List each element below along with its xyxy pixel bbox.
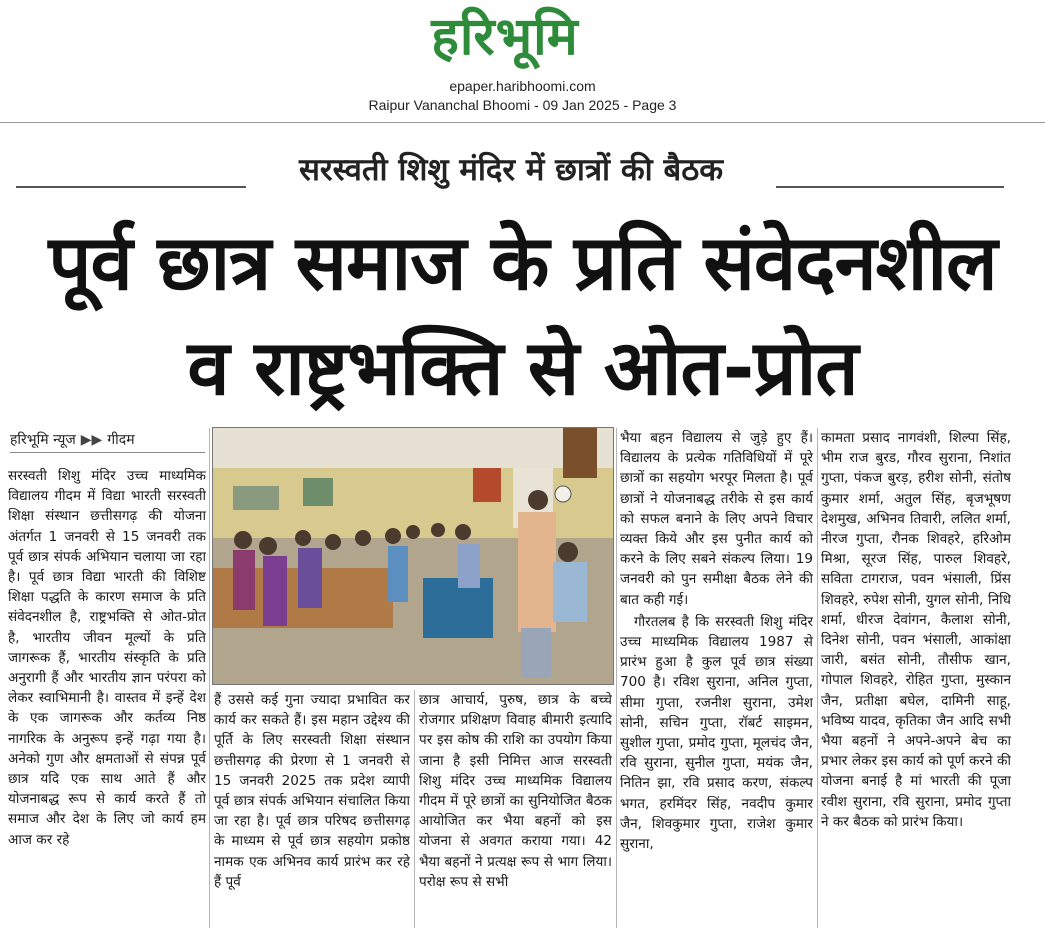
article-photo	[212, 427, 614, 685]
column-divider	[414, 690, 415, 928]
kicker-rule-right	[776, 186, 1004, 188]
column-divider	[817, 428, 818, 928]
classroom-meeting-image	[213, 428, 613, 684]
paragraph: सरस्वती शिशु मंदिर उच्च माध्यमिक विद्यालय गीदम में विद्या भारती सरस्वती शिक्षा संस्थान छत्तीसगढ़ की योजना अंतर्गत 1 जनवरी से 15 जनवरी तक पूर्व छात्र संपर्क अभियान चलाया जा रहा है। पूर्व छात्र विद्या भारती की विशिष्ट शिक्षा पद्धति के कारण समाज के प्रति संवेदनशील है, राष्ट्रभक्ति से ओत-प्रोत है, भारतीय जीवन मूल्यों के प्रति जागरूक हैं, भारतीय संस्कृति के प्रति अनुरागी हैं और भारतीय ज्ञान परंपरा को लेकर स्वाभिमानी है। वास्तव में इन्हें देश के एक जागरूक और कर्तव्य निष्ठ नागरिक के अनुरूप इन्हें गढ़ा गया है। अनेको गुण और क्षमताओं से संपन्न पूर्व छात्र यदि एक साथ आते हैं और योजनाबद्ध रूप से कार्य करते हैं तो समाज और देश के लिए जो कार्य हम आज कर रहे	[8, 468, 206, 848]
byline	[10, 428, 205, 453]
edition-line: Raipur Vananchal Bhoomi - 09 Jan 2025 - Page 3	[368, 97, 677, 113]
byline-source: हरिभूमि न्यूज	[10, 432, 76, 448]
headline-line-2: व राष्ट्रभक्ति से ओत-प्रोत	[187, 323, 858, 412]
column-divider	[209, 428, 210, 928]
article-kicker: सरस्वती शिशु मंदिर में छात्रों की बैठक	[298, 152, 724, 188]
byline-arrow-icon: ▶▶	[80, 432, 103, 448]
epaper-url: epaper.haribhoomi.com	[449, 78, 596, 94]
paragraph: छात्र आचार्य, पुरुष, छात्र के बच्चे रोजगार प्रशिक्षण विवाह बीमारी इत्यादि पर इस कोष की राशि का उपयोग किया जाना है इसी निमित्त आज सरस्वती शिशु मंदिर उच्च माध्यमिक विद्यालय गीदम में पूरे छात्रों का सुनियोजित बैठक आयोजित कर भैया बहनों को इस योजना से अवगत कराया गया। 42 भैया बहनों ने प्रत्यक्ष रूप से भाग लिया। परोक्ष रूप से सभी	[419, 692, 612, 890]
article-column-3	[419, 690, 612, 930]
paragraph: हैं उससे कई गुना ज्यादा प्रभावित कर कार्य कर सकते हैं। इस महान उद्देश्य की पूर्ति के लिए सरस्वती शिक्षा संस्थान छत्तीसगढ़ की प्रेरणा से 1 जनवरी से 15 जनवरी 2025 तक प्रदेश व्यापी पूर्व छात्र संपर्क अभियान संचालित किया जा रहा है। पूर्व छात्र परिषद छत्तीसगढ़ के माध्यम से पूर्व छात्र सहयोग प्रकोष्ठ नामक एक अभिनव कार्य प्रारंभ कर रहे हैं पूर्व	[214, 692, 410, 890]
paragraph: भैया बहन विद्यालय से जुड़े हुए हैं। विद्यालय के प्रत्येक गतिविधियों में पूरे छात्रों का सहयोग भरपूर मिलता है। पूर्व छात्रों ने योजनाबद्ध तरीके से इस कार्य को सफल बनाने के लिए अपने विचार व्यक्त किये और इस पुनीत कार्य को करने के लिए सबने संकल्प लिया। 19 जनवरी को पुन समीक्षा बैठक लेने की बात कही गई।	[620, 430, 813, 608]
byline-place: गीदम	[107, 432, 135, 448]
paragraph: गौरतलब है कि सरस्वती शिशु मंदिर उच्च माध्यमिक विद्यालय 1987 से प्रारंभ हुआ है कुल पूर्व छात्र संख्या 700 है। रविश सुराना, अनिल गुप्ता, सीमा गुप्ता, रजनीश सुराना, उमेश सोनी, सचिन गुप्ता, रॉबर्ट साइमन, सुशील गुप्ता, प्रमोद गुप्ता, मूलचंद जैन, रवि सुराना, सुनील गुप्ता, मयंक जैन, नितिन झा, रवि प्रसाद करण, संकल्प भगत, हरमिंदर सिंह, नवदीप कुमार जैन, शिवकुमार गुप्ता, राजेश कुमार सुराना,	[620, 613, 813, 853]
masthead-divider	[0, 122, 1045, 123]
masthead	[0, 0, 1045, 118]
kicker-rule-left	[16, 186, 246, 188]
article-column-5	[821, 428, 1011, 928]
column-divider	[616, 428, 617, 928]
article-column-2	[214, 690, 410, 930]
haribhoomi-logo: हरिभूमि	[431, 7, 579, 67]
headline-line-1: पूर्व छात्र समाज के प्रति संवेदनशील	[48, 218, 997, 307]
paragraph: कामता प्रसाद नागवंशी, शिल्पा सिंह, भीम राज बुरड, गौरव सुराना, निशांत गुप्ता, पंकज बुरड़, हरीश सोनी, संतोष कुमार शर्मा, अतुल सिंह, बृजभूषण देशमुख, अभिनव तिवारी, ललित शर्मा, नीरज गुप्ता, रौनक शिवहरे, हरिओम मिश्रा, सूरज सिंह, पारुल शिवहरे, सविता टागराज, पवन भंसाली, प्रिंस शिवहरे, रुपेश सोनी, युगल सोनी, निधि शर्मा, धीरज देवांगन, कैलाश सोनी, दिनेश सोनी, पवन भंसाली, आकांक्षा जारी, बसंत सोनी, तौसीफ खान, गोपाल शिवहरे, रोहित गुप्ता, मुस्कान जैन, प्रतीक्षा बघेल, दामिनी साहू, भविष्य यादव, कृतिका जैन आदि सभी भैया बहनों ने अपने-अपने बेच का प्रभार लेकर इस कार्य को पूर्ण करने की योजना बनाई है मां भारती की पूजा रवीश सुराना, रवि सुराना, प्रमोद गुप्ता ने कर बैठक को प्रारंभ किया।	[821, 430, 1011, 830]
article-column-4	[620, 428, 813, 928]
article-column-1	[8, 466, 206, 926]
